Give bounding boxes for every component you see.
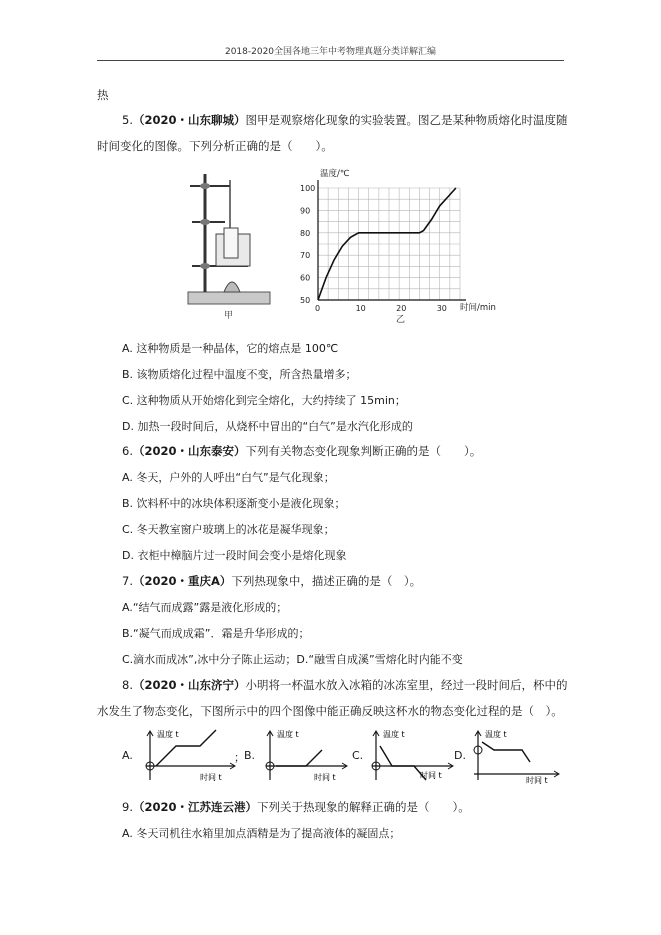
q9-text1: 下列关于热现象的解释正确的是（ ）。 [257,800,470,814]
chart-ytick-label: 50 [300,296,311,305]
apparatus-knob-mid [200,219,210,225]
chart-ytick-label: 80 [300,228,311,238]
chart-ytick-label: 70 [300,251,311,261]
q5-line2: 时间变化的图像。下列分析正确的是（ ）。 [97,139,333,153]
q8-d-ylabel: 温度 t [485,730,507,739]
q6-option-a: A. 冬天，户外的人呼出“白气”是气化现象； [122,471,335,484]
q6-line1 [122,443,481,459]
q7-number: 7. [122,574,133,588]
q8-b-curve [276,750,322,766]
top-fragment: 热 [97,88,109,102]
q9-source: （2020・江苏连云港） [132,800,257,814]
q6-option-d: D. 衣柜中樟脑片过一段时间会变小是熔化现象 [122,549,347,562]
q8-label-c: C. [352,749,364,762]
q6-source: （2020・山东泰安） [132,444,246,458]
q8-c-ylabel: 温度 t [383,730,405,739]
q5-source: （2020・山东聊城） [132,113,246,127]
q8-label-b: B. [244,749,256,762]
q5-option-c: C. 这种物质从开始熔化到完全熔化，大约持续了 15min； [122,394,406,407]
q8-b-ylabel: 温度 t [277,730,299,739]
q8-graph-b [262,728,352,784]
q8-c-xlabel: 时间 t [420,771,442,780]
q8-a-ylabel: 温度 t [157,730,179,739]
q6-option-c: C. 冬天教室窗户玻璃上的冰花是凝华现象； [122,523,335,536]
q6-option-b: B. 饮料杯中的冰块体积逐渐变小是液化现象； [122,497,346,510]
q8-d-xlabel: 时间 t [526,776,548,784]
chart-ytick-label: 100 [300,184,316,193]
chart-ticks [300,184,447,313]
q5-number: 5. [122,113,133,127]
chart-ytick-label: 60 [300,273,311,283]
test-tube [224,228,238,258]
chart-ytick-label: 90 [300,206,311,216]
q8-sep-a: ； [234,751,245,764]
q8-label-a: A. [122,749,133,762]
q8-line1 [122,677,568,693]
chart-xtick-label: 0 [315,304,321,313]
alcohol-lamp [224,282,240,292]
q7-option-b: B.“凝气而成成霜”．霜是升华形成的； [122,627,310,640]
q8-d-curve [482,742,530,762]
q7-line1 [122,573,421,589]
q8-b-xlabel: 时间 t [314,773,336,782]
page-header: 2018-2020全国各地三年中考物理真题分类详解汇编 [224,47,437,57]
q8-text1: 小明将一杯温水放入冰箱的冰冻室里，经过一段时间后，杯中的 [245,678,568,692]
q8-a-xlabel: 时间 t [200,773,222,782]
q9-option-a: A. 冬天司机往水箱里加点酒精是为了提高液体的凝固点； [122,827,401,840]
q7-option-a: A.“结气而成露”露是液化形成的； [122,601,288,614]
q8-graph-c [368,728,458,784]
fig-label-jia: 甲 [224,311,234,321]
header-rule [97,60,564,61]
q8-label-d: D. [454,749,466,762]
q5-option-a: A. 这种物质是一种晶体，它的熔点是 100℃ [122,342,339,355]
chart-ylabel: 温度/℃ [320,169,350,179]
apparatus-base [188,292,270,304]
chart-xtick-label: 30 [436,304,447,313]
fig-label-yi: 乙 [396,315,406,325]
chart-xtick-label: 10 [355,304,366,313]
q6-text1: 下列有关物态变化现象判断正确的是（ ）。 [245,444,482,458]
chart-xtick-label: 20 [396,304,407,313]
q9-line1 [122,799,470,815]
q9-number: 9. [122,800,133,814]
chart-grid [318,188,460,300]
chart-axes [318,180,466,300]
q7-option-cd: C.滴水而成冰”,冰中分子陈止运动；D.“融雪自成溪”雪熔化时内能不变 [122,653,463,666]
q6-number: 6. [122,444,133,458]
q7-source: （2020・重庆A） [132,574,232,588]
q8-graph-a [142,728,242,784]
q5-text1: 图甲是观察熔化现象的实验装置。图乙是某种物质熔化时温度随 [245,113,568,127]
apparatus-knob-top [200,183,210,189]
q5-option-b: B. 该物质熔化过程中温度不变，所含热量增多； [122,368,357,381]
melting-chart [288,160,508,328]
q7-text1: 下列热现象中，描述正确的是（ ）。 [231,574,422,588]
q8-line2: 水发生了物态变化，下图所示中的四个图像中能正确反映这杯水的物态变化过程的是（ ）。 [97,704,563,718]
chart-xlabel: 时间/min [460,303,496,313]
q5-option-d: D. 加热一段时间后，从烧杯中冒出的“白气”是水汽化形成的 [122,420,413,433]
q8-graph-d [470,728,564,784]
q8-source: （2020・山东济宁） [132,678,246,692]
q8-number: 8. [122,678,133,692]
apparatus-knob-low [200,263,210,269]
apparatus-figure [180,166,280,326]
q5-line1 [122,112,568,128]
